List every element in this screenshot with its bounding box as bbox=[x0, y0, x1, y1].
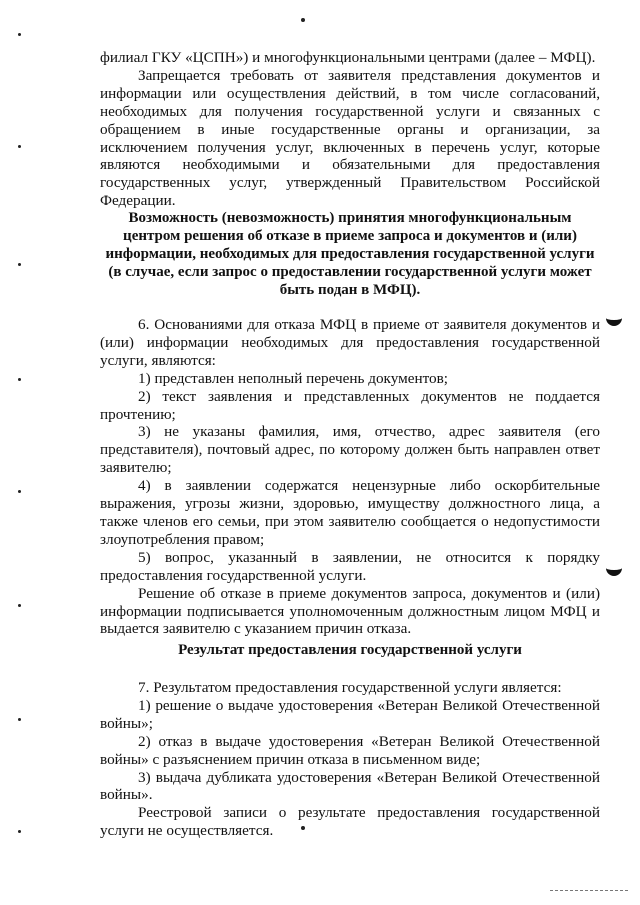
scan-speck-left-6 bbox=[18, 604, 21, 607]
section-7-item-2: 2) отказ в выдаче удостоверения «Ветеран Великой Отечественной войны» с разъяснением причин отказа в письменном виде; bbox=[100, 732, 600, 768]
section-7-item-3: 3) выдача дубликата удостоверения «Ветеран Великой Отечественной войны». bbox=[100, 768, 600, 804]
section-6 bbox=[100, 316, 600, 638]
punch-hole-mark-lower bbox=[606, 558, 622, 576]
section-6-item-4: 4) в заявлении содержатся нецензурные либо оскорбительные выражения, угрозы жизни, здоровью, имуществу должностного лица, а также членов его семьи, при этом заявителю сообщается о недопустимости злоупотребления правом; bbox=[100, 477, 600, 548]
scan-speck-top bbox=[301, 18, 305, 22]
section-6-item-2: 2) текст заявления и представленных документов не поддается прочтению; bbox=[100, 387, 600, 423]
section-6-decision: Решение об отказе в приеме документов запроса, документов и (или) информации подписывается уполномоченным должностным лицом МФЦ и выдается заявителю с указанием причин отказа. bbox=[100, 584, 600, 638]
paragraph-prohibition: Запрещается требовать от заявителя представления документов и информации или осуществления действий, в том числе согласований, необходимых для получения государственной услуги и связанных с обращением в иные государственные органы и организации, за исключением получения услуг, включенных в перечень услуг, которые являются необходимыми и обязательными для предоставления государственных услуг, утвержденный Правительством Российской Федерации. bbox=[100, 66, 600, 210]
intro-section bbox=[100, 49, 600, 210]
section-heading-result: Результат предоставления государственной услуги bbox=[178, 642, 522, 658]
section-6-item-5: 5) вопрос, указанный в заявлении, не относится к порядку предоставления государственной услуги. bbox=[100, 548, 600, 584]
scan-speck-left-3 bbox=[18, 263, 21, 266]
scan-speck-left-5 bbox=[18, 490, 21, 493]
scan-speck-left-7 bbox=[18, 718, 21, 721]
scan-speck-left-8 bbox=[18, 830, 21, 833]
paragraph-continuation: филиал ГКУ «ЦСПН») и многофункциональными центрами (далее – МФЦ). bbox=[100, 49, 596, 66]
scan-speck-left-4 bbox=[18, 378, 21, 381]
section-7-intro: 7. Результатом предоставления государственной услуги является: bbox=[138, 679, 562, 696]
section-7 bbox=[100, 679, 600, 840]
scan-speck-left-2 bbox=[18, 145, 21, 148]
section-heading-refusal-possibility: Возможность (невозможность) принятия многофункциональным центром решения об отказе в приеме запроса и документов и (или) информации, необходимых для предоставления государственной услуги (в случае, если запрос о предоставлении государственной услуги может быть подан в МФЦ). bbox=[105, 210, 595, 298]
scan-edge-line bbox=[550, 890, 628, 891]
section-6-intro: 6. Основаниями для отказа МФЦ в приеме от заявителя документов и (или) информации необходимых для предоставления государственной услуги, являются: bbox=[100, 316, 600, 369]
punch-hole-mark-upper bbox=[606, 308, 622, 326]
section-6-item-3: 3) не указаны фамилия, имя, отчество, адрес заявителя (его представителя), почтовый адрес, по которому должен быть направлен ответ заявителю; bbox=[100, 423, 600, 477]
section-6-item-1: 1) представлен неполный перечень документов; bbox=[138, 369, 449, 387]
scan-speck-left-1 bbox=[18, 33, 21, 36]
section-7-registry-note: Реестровой записи о результате предоставления государственной услуги не осуществляется. bbox=[100, 804, 600, 840]
section-7-item-1: 1) решение о выдаче удостоверения «Ветеран Великой Отечественной войны»; bbox=[100, 696, 600, 732]
